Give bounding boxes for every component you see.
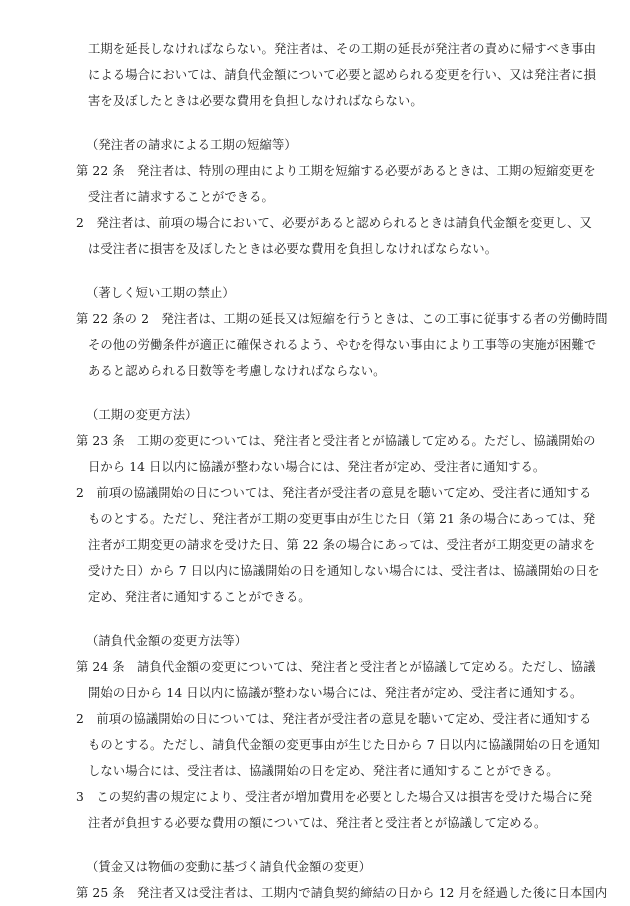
- text-line: ものとする。ただし、請負代金額の変更事由が生じた日から 7 日以内に協議開始の日を通知: [88, 738, 600, 752]
- article-clause: [76, 306, 608, 384]
- text-line: 工期を延長しなければならない。発注者は、その工期の延長が発注者の責めに帰すべき事由: [88, 42, 597, 56]
- section-spacer: [76, 836, 578, 854]
- text-line: 開始の日から 14 日以内に協議が整わない場合には、発注者が定め、受注者に通知する。: [88, 686, 583, 700]
- section-heading: （請負代金額の変更方法等）: [86, 634, 248, 648]
- text-line: 3 この契約書の規定により、受注者が増加費用を必要とした場合又は損害を受けた場合に発: [76, 790, 593, 804]
- text-line: ものとする。ただし、発注者が工期の変更事由が生じた日（第 21 条の場合にあっては、発: [88, 512, 596, 526]
- section-spacer: [76, 610, 578, 628]
- article-clause: [76, 706, 600, 784]
- text-line: による場合においては、請負代金額について必要と認められる変更を行い、又は発注者に損: [88, 68, 597, 82]
- text-line: 第 22 条の 2 発注者は、工期の延長又は短縮を行うときは、この工事に従事する者の労働時間: [76, 312, 608, 326]
- section-heading: （発注者の請求による工期の短縮等）: [86, 138, 297, 152]
- section-heading: （賃金又は物価の変動に基づく請負代金額の変更）: [86, 860, 372, 874]
- article-clause: [76, 428, 596, 480]
- text-line: 第 25 条 発注者又は受注者は、工期内で請負契約締結の日から 12 月を経過した後に日本国内: [76, 886, 608, 900]
- text-line: は受注者に損害を及ぼしたときは必要な費用を負担しなければならない。: [88, 242, 498, 256]
- article-clause: [76, 880, 608, 906]
- text-line: 定め、発注者に通知することができる。: [88, 590, 311, 604]
- text-line: 受注者に請求することができる。: [88, 190, 274, 204]
- text-line: 2 発注者は、前項の場合において、必要があると認められるときは請負代金額を変更し、又: [76, 216, 592, 230]
- article-clause: [76, 784, 593, 836]
- section-spacer: [76, 384, 578, 402]
- section-heading: （著しく短い工期の禁止）: [86, 286, 235, 300]
- section-spacer: [76, 114, 578, 132]
- text-line: しない場合には、受注者は、協議開始の日を定め、発注者に通知することができる。: [88, 764, 559, 778]
- text-line: 第 23 条 工期の変更については、発注者と受注者とが協議して定める。ただし、協議開始の: [76, 434, 596, 448]
- text-line: 害を及ぼしたときは必要な費用を負担しなければならない。: [88, 94, 423, 108]
- text-line: 2 前項の協議開始の日については、発注者が受注者の意見を聴いて定め、受注者に通知する: [76, 712, 592, 726]
- section-spacer: [76, 262, 578, 280]
- text-line: その他の労働条件が適正に確保されるよう、やむを得ない事由により工事等の実施が困難で: [88, 338, 597, 352]
- article-clause: [76, 480, 600, 610]
- text-line: 受けた日）から 7 日以内に協議開始の日を通知しない場合には、受注者は、協議開始の日を: [88, 564, 600, 578]
- article-clause: [76, 210, 592, 262]
- text-line: 日から 14 日以内に協議が整わない場合には、発注者が定め、受注者に通知する。: [88, 460, 546, 474]
- text-line: あると認められる日数等を考慮しなければならない。: [88, 364, 386, 378]
- text-line: 注者が工期変更の請求を受けた日、第 22 条の場合にあっては、受注者が工期変更の請求を: [88, 538, 596, 552]
- continued-paragraph: [76, 36, 597, 114]
- section-heading: （工期の変更方法）: [86, 408, 198, 422]
- text-line: 2 前項の協議開始の日については、発注者が受注者の意見を聴いて定め、受注者に通知する: [76, 486, 592, 500]
- article-clause: [76, 158, 596, 210]
- text-line: 第 24 条 請負代金額の変更については、発注者と受注者とが協議して定める。ただし、協議: [76, 660, 596, 674]
- article-clause: [76, 654, 596, 706]
- text-line: 注者が負担する必要な費用の額については、発注者と受注者とが協議して定める。: [88, 816, 547, 830]
- text-line: 第 22 条 発注者は、特別の理由により工期を短縮する必要があるときは、工期の短縮変更を: [76, 164, 596, 178]
